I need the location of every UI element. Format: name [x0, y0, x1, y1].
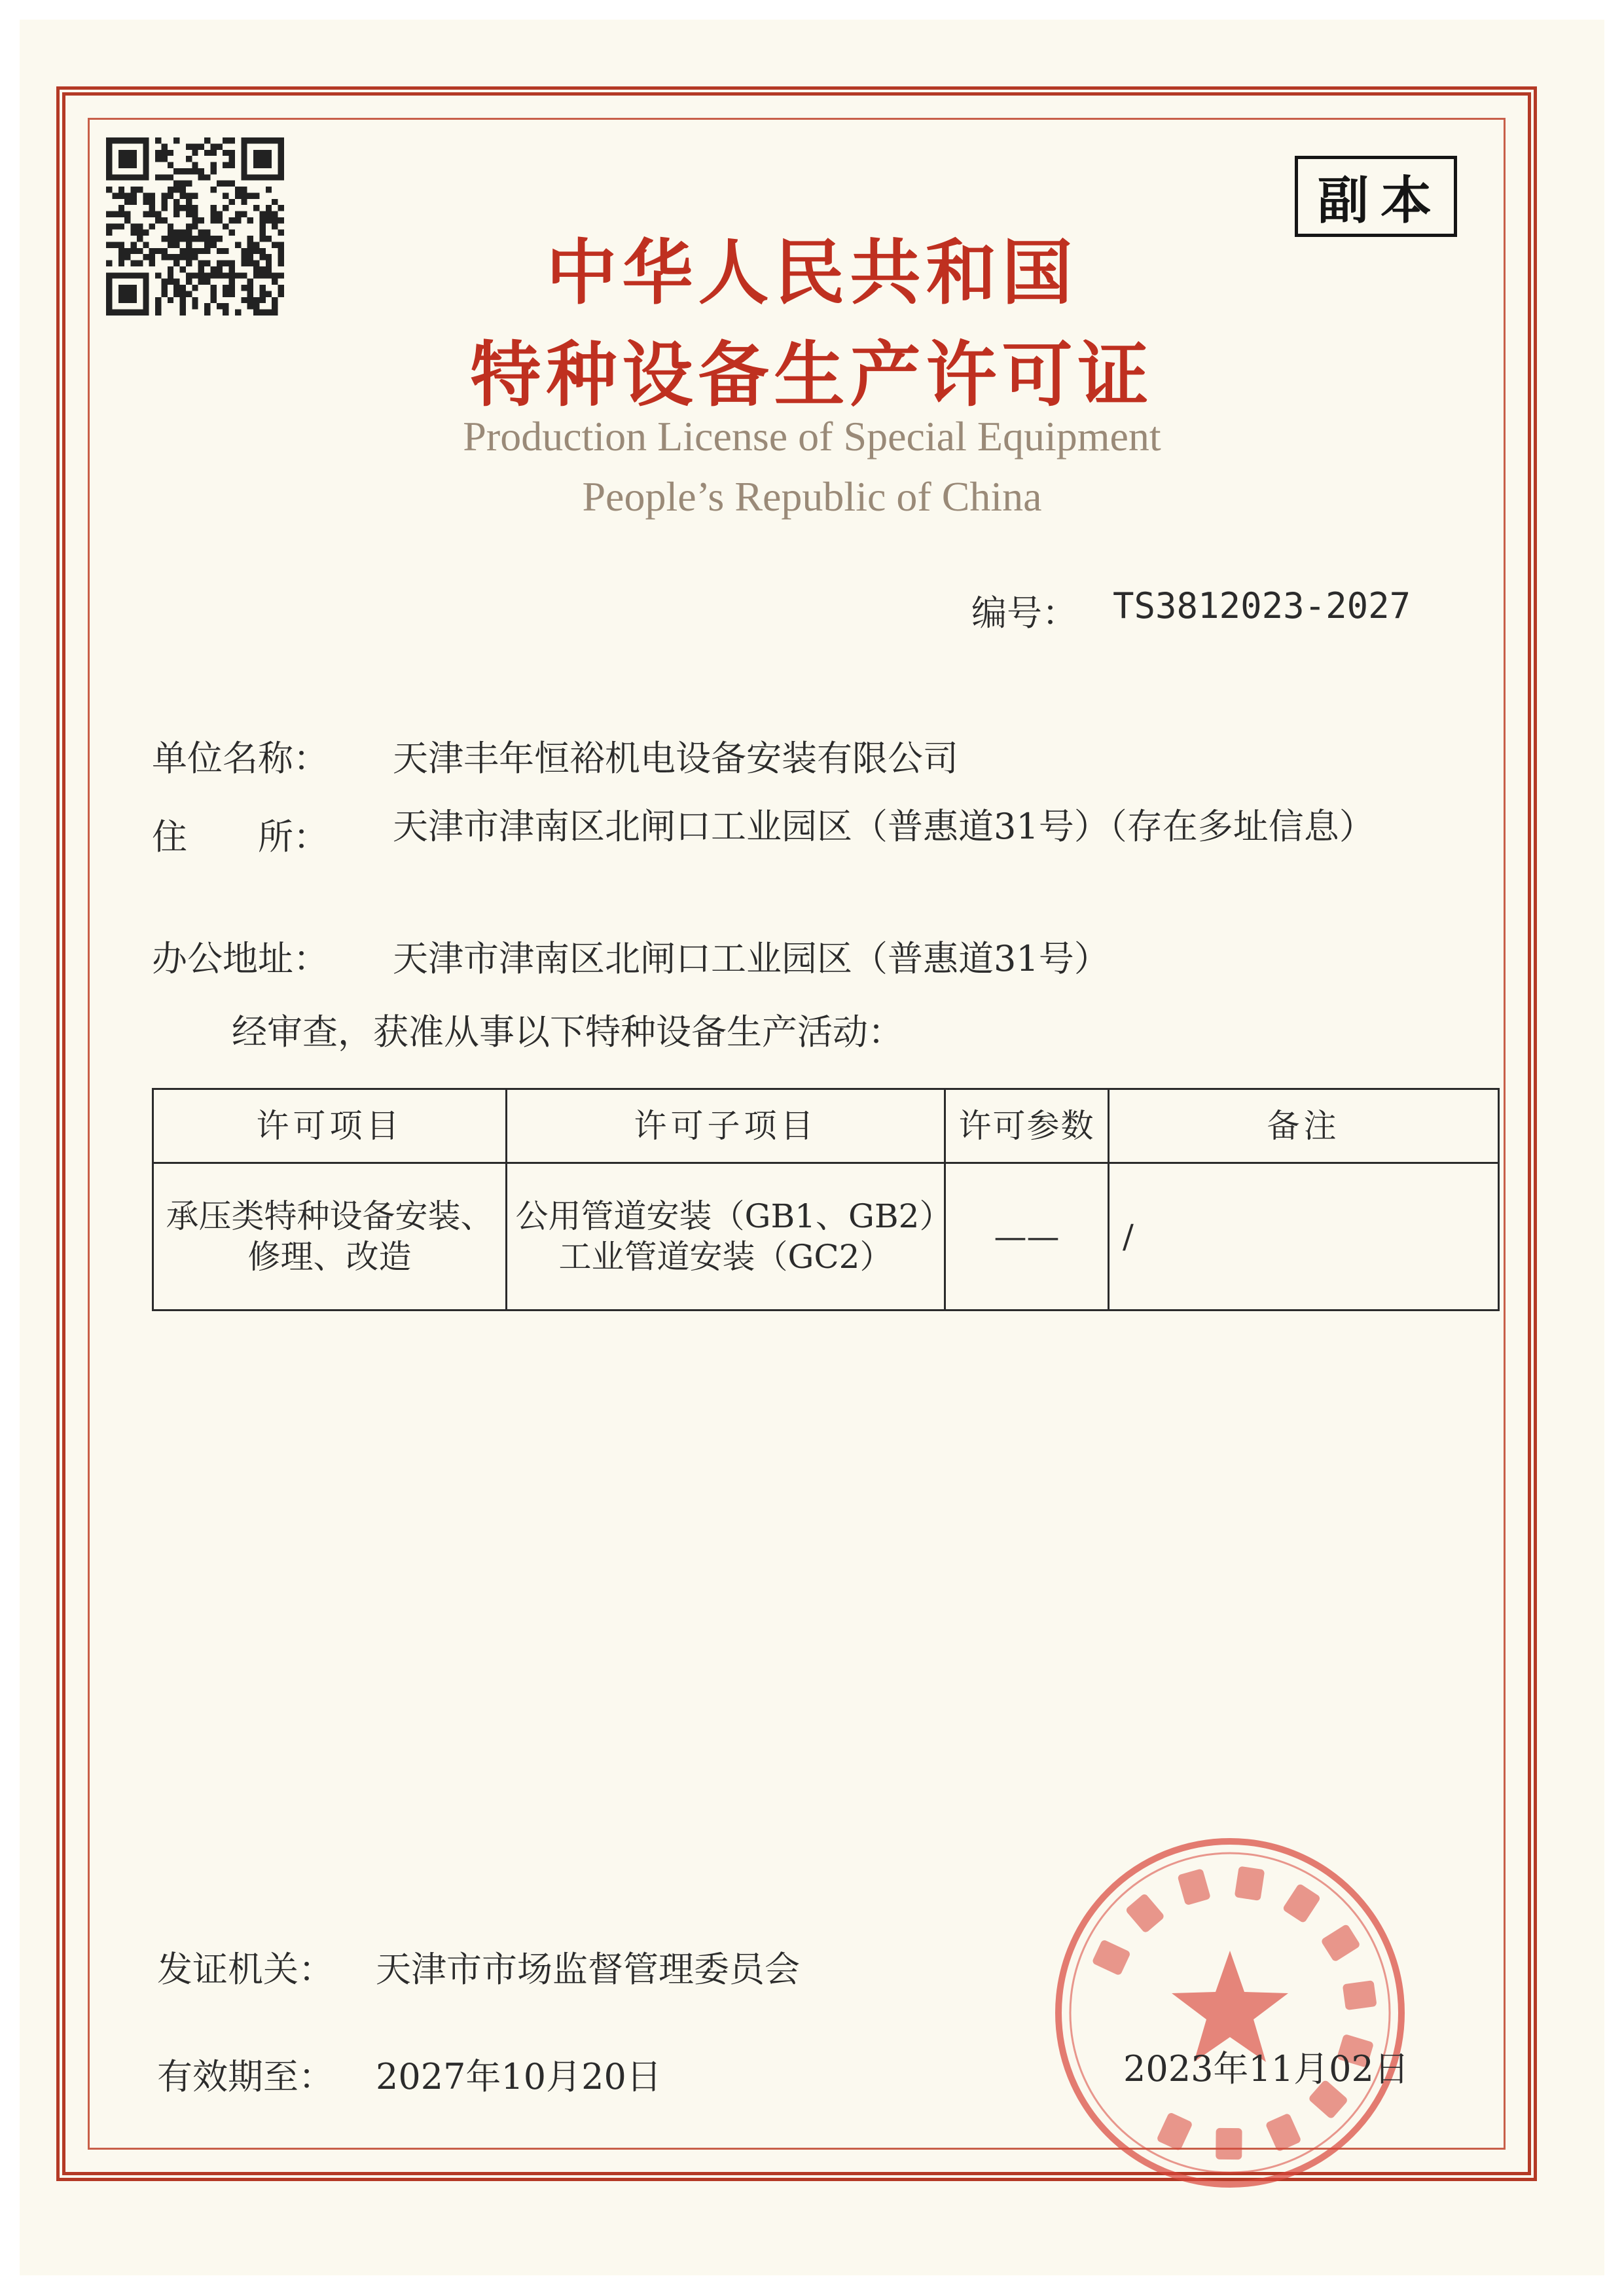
- valid-until-value: 2027年10月20日: [376, 2056, 662, 2097]
- header-license-parameter: 许可参数: [945, 1089, 1109, 1163]
- issuing-authority-label: 发证机关：: [157, 1949, 334, 1990]
- unit-name-value: 天津丰年恒裕机电设备安装有限公司: [393, 738, 958, 779]
- license-table: [152, 1088, 1500, 1311]
- seal-character: [1282, 1883, 1322, 1924]
- seal-character: [1343, 1980, 1377, 2010]
- approval-statement: 经审查，获准从事以下特种设备生产活动：: [232, 1011, 903, 1053]
- cell-license-item: 承压类特种设备安装、修理、改造: [153, 1163, 507, 1310]
- table-row: [153, 1163, 1499, 1310]
- header-license-item: 许可项目: [153, 1089, 507, 1163]
- title-english-line1: Production License of Special Equipment: [463, 413, 1161, 460]
- office-address-label: 办公地址：: [152, 938, 329, 979]
- license-number-value: TS3812023-2027: [1113, 585, 1411, 626]
- title-chinese-line1: 中华人民共和国: [546, 232, 1078, 314]
- license-number-label: 编号：: [971, 592, 1077, 634]
- seal-character: [1235, 1866, 1265, 1901]
- issue-date: 2023年11月02日: [1123, 2048, 1409, 2089]
- seal-character: [1092, 1939, 1131, 1976]
- title-chinese-line2: 特种设备生产许可证: [470, 334, 1154, 416]
- address-label: 住 所：: [152, 816, 329, 858]
- title-english-line2: People’s Republic of China: [582, 473, 1042, 520]
- valid-until-label: 有效期至：: [157, 2056, 334, 2097]
- issuing-authority-value: 天津市市场监督管理委员会: [376, 1949, 800, 1990]
- copy-mark-box: 副本: [1295, 156, 1457, 237]
- address-value: 天津市津南区北闸口工业园区（普惠道31号）（存在多址信息）: [393, 806, 1375, 847]
- unit-name-label: 单位名称：: [152, 738, 329, 779]
- cell-license-sub-item: 公用管道安装（GB1、GB2）工业管道安装（GC2）: [507, 1163, 945, 1310]
- seal-character: [1216, 2128, 1242, 2159]
- office-address-value: 天津市津南区北闸口工业园区（普惠道31号）: [393, 938, 1110, 979]
- seal-character: [1320, 1923, 1361, 1962]
- seal-character: [1156, 2112, 1193, 2151]
- header-remark: 备注: [1109, 1089, 1499, 1163]
- seal-character: [1125, 1893, 1165, 1934]
- seal-character: [1265, 2113, 1302, 2152]
- cell-license-parameter: ——: [945, 1163, 1109, 1310]
- seal-character: [1177, 1868, 1211, 1906]
- cell-remark: /: [1109, 1163, 1499, 1310]
- header-license-sub-item: 许可子项目: [507, 1089, 945, 1163]
- table-header-row: [153, 1089, 1499, 1163]
- official-seal: [1050, 1833, 1410, 2193]
